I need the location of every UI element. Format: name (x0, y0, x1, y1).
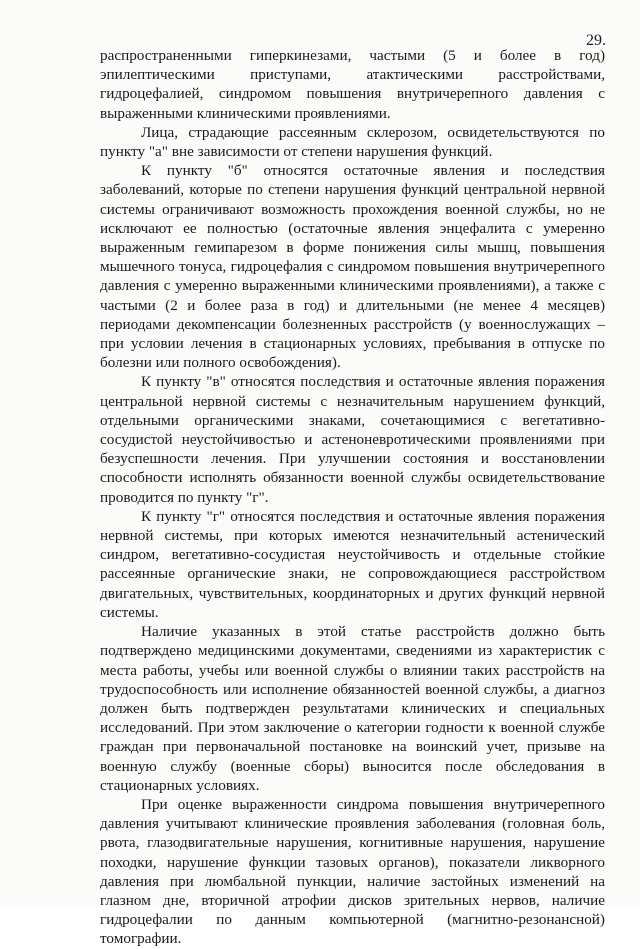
document-body (100, 46, 605, 949)
paragraph-point-b: К пункту "б" относятся остаточные явления и последствия заболеваний, которые по степени нарушения функций центральной нервной системы ограничивают возможность прохождения военной службы, но не исключают ее полностью (остаточные явления энцефалита с умеренно выраженным гемипарезом в форме понижения силы мышц, повышения мышечного тонуса, гидроцефалия с синдромом повышения внутричерепного давления с умеренно выраженными клиническими проявлениями), а также с частыми (2 и более раза в год) и длительными (не менее 4 месяцев) периодами декомпенсации болезненных расстройств (у военнослужащих – при условии лечения в стационарных условиях, пребывания в отпуске по болезни или полного освобождения). (100, 162, 605, 372)
paragraph-point-v: К пункту "в" относятся последствия и остаточные явления поражения центральной нервной системы с незначительным нарушением функций, отдельными органическими знаками, сочетающимися с вегетативно-сосудистой неустойчивостью и астеноневротическими проявлениями при безуспешности лечения. При улучшении состояния и восстановлении способности исполнять обязанности военной службы освидетельствование проводится по пункту "г". (100, 373, 605, 506)
paragraph-intracranial-pressure: При оценке выраженности синдрома повышения внутричерепного давления учитывают клинические проявления заболевания (головная боль, рвота, глазодвигательные нарушения, когнитивные нарушения, нарушение походки, нарушение функции тазовых органов), показатели ликворного давления при люмбальной пункции, наличие застойных изменений на глазном дне, вторичной атрофии дисков зрительных нервов, наличие гидроцефалии по данным компьютерной (магнитно-резонансной) томографии. (100, 795, 605, 948)
paragraph-point-g: К пункту "г" относятся последствия и остаточные явления поражения нервной системы, при которых имеются незначительный астенический синдром, вегетативно-сосудистая неустойчивость и отдельные стойкие рассеянные органические знаки, не сопровождающиеся расстройством двигательных, чувствительных, координаторных и других функций нервной системы. (100, 507, 605, 621)
page-number: 29. (586, 32, 606, 49)
paragraph-documentation: Наличие указанных в этой статье расстройств должно быть подтверждено медицинскими документами, сведениями из характеристик с места работы, учебы или военной службы о влиянии таких расстройств на трудоспособность или исполнение обязанностей военной службы, а диагноз должен быть подтвержден результатами клинических и специальных исследований. При этом заключение о категории годности к военной службе граждан при первоначальной постановке на воинский учет, призыве на военную службу (военные сборы) выносится после обследования в стационарных условиях. (100, 623, 605, 794)
paragraph-multiple-sclerosis: Лица, страдающие рассеянным склерозом, освидетельствуются по пункту "а" вне зависимости от степени нарушения функций. (100, 123, 605, 161)
paragraph-continuation: распространенными гиперкинезами, частыми (5 и более в год) эпилептическими приступами, атактическими расстройствами, гидроцефалией, синдромом повышения внутричерепного давления с выраженными клиническими проявлениями. (100, 47, 605, 122)
